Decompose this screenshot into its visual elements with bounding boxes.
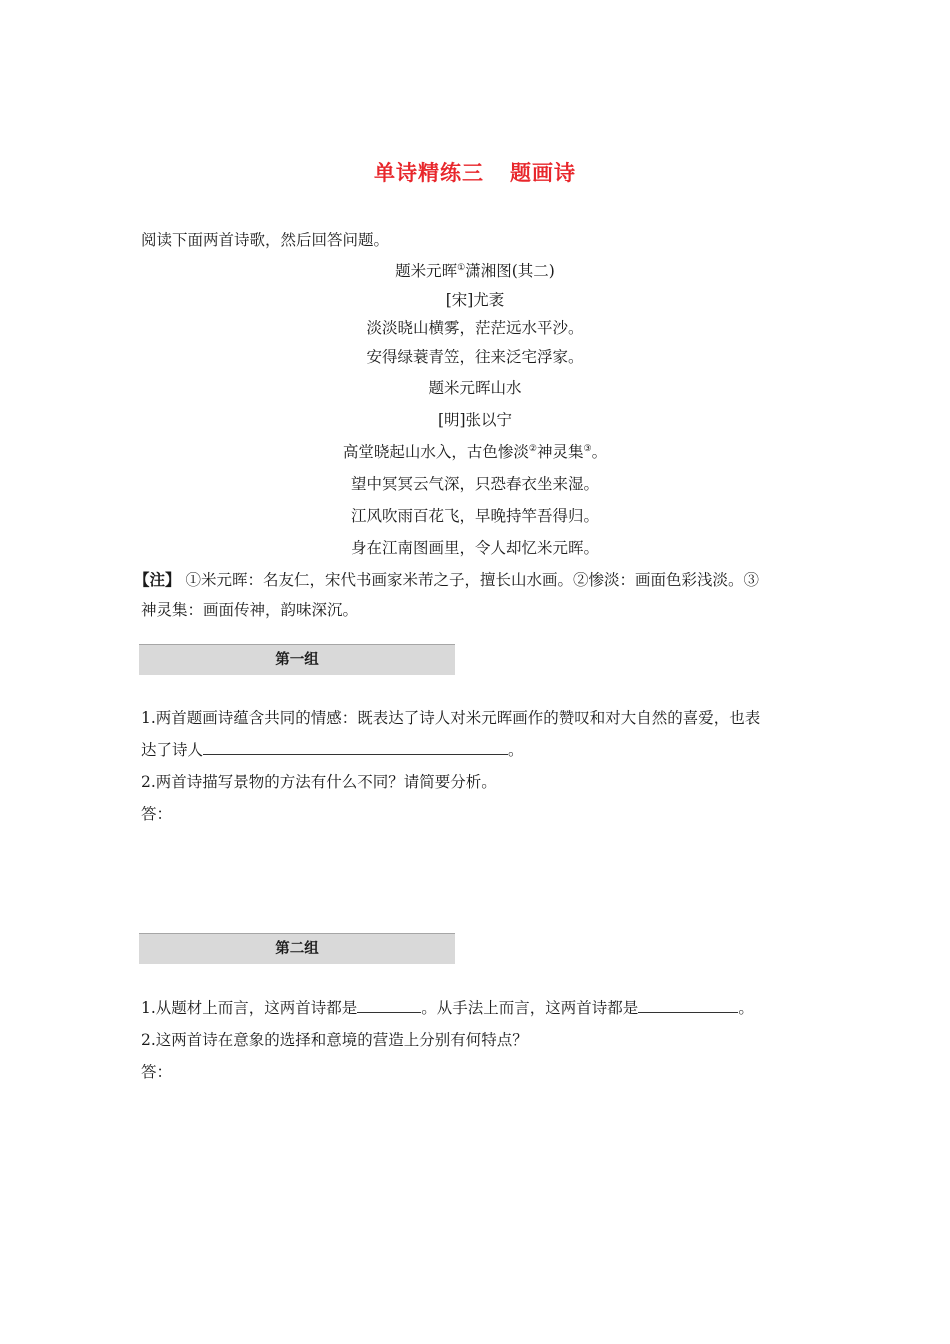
group2-question-2: 2.这两首诗在意象的选择和意境的营造上分别有何特点？ <box>141 1031 528 1049</box>
title-part1: 单诗精练三 <box>374 161 484 185</box>
group1-header: 第一组 <box>139 644 455 675</box>
poem2-line: 望中冥冥云气深，只恐春衣坐来湿。 <box>350 475 599 493</box>
poem2-line: 高堂晓起山水入，古色惨淡②神灵集③。 <box>342 443 608 461</box>
title-part2: 题画诗 <box>510 161 576 185</box>
answer-blank[interactable] <box>357 998 421 1013</box>
poem2-title: 题米元晖山水 <box>428 379 522 397</box>
poem1-author: [宋]尤袤 <box>445 291 505 309</box>
group1-answer-label: 答： <box>141 805 173 823</box>
answer-blank[interactable] <box>203 740 508 755</box>
note-text: ①米元晖：名友仁，宋代书画家米芾之子，擅长山水画。②惨淡：画面色彩浅淡。③ <box>185 571 759 589</box>
answer-blank[interactable] <box>638 998 738 1013</box>
poem2-line: 江风吹雨百花飞，早晚持竿吾得归。 <box>350 507 599 525</box>
poem1-title: 题米元晖①潇湘图(其二) <box>395 262 555 280</box>
poem1-line: 淡淡晓山横雾，茫茫远水平沙。 <box>366 319 584 337</box>
note-label: 【注】 <box>134 571 181 589</box>
page-title <box>0 157 950 187</box>
group2-header: 第二组 <box>139 933 455 964</box>
group1-question-2: 2.两首诗描写景物的方法有什么不同？请简要分析。 <box>141 773 497 791</box>
instruction: 阅读下面两首诗歌，然后回答问题。 <box>141 231 390 249</box>
group1-question-1-cont: 达了诗人 。 <box>141 741 524 759</box>
footnote-ref-3: ③ <box>583 443 592 454</box>
poem2-author: [明]张以宁 <box>437 411 513 429</box>
group2-answer-label: 答： <box>141 1063 173 1081</box>
footnote-ref-1: ① <box>457 262 466 273</box>
note-line: 神灵集：画面传神，韵味深沉。 <box>141 601 359 619</box>
poem2-line: 身在江南图画里，令人却忆米元晖。 <box>350 539 599 557</box>
footnote-ref-2: ② <box>528 443 537 454</box>
note-line <box>134 570 759 590</box>
group1-question-1: 1.两首题画诗蕴含共同的情感：既表达了诗人对米元晖画作的赞叹和对大自然的喜爱，也表 <box>141 709 761 727</box>
poem1-line: 安得绿蓑青笠，往来泛宅浮家。 <box>366 348 584 366</box>
group2-question-1: 1.从题材上而言，这两首诗都是 。从手法上而言，这两首诗都是 。 <box>141 999 754 1017</box>
